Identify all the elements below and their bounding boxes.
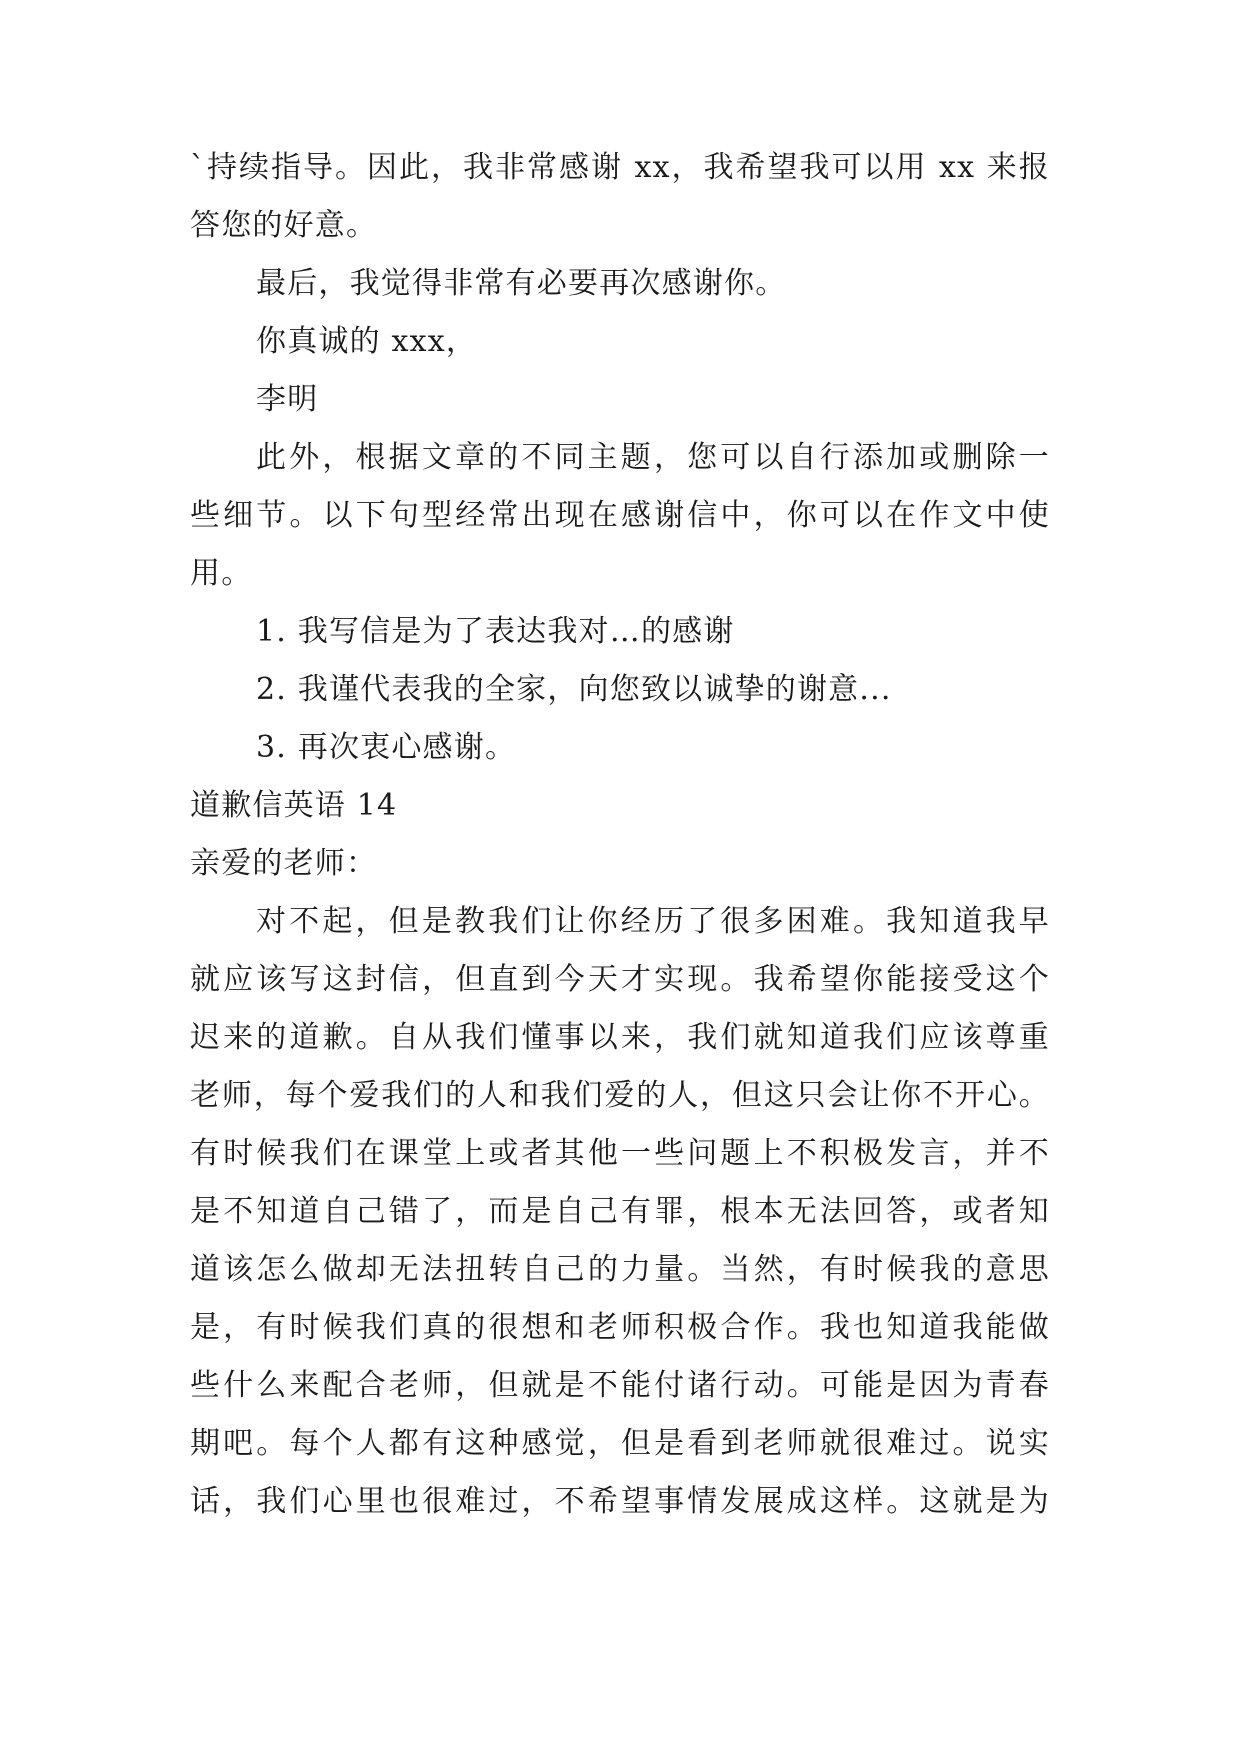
list-item: 2. 我谨代表我的全家，向您致以诚挚的谢意... [256,672,892,707]
text-line: 此外，根据文章的不同主题，您可以自行添加或删除一 [256,440,1050,475]
text-line: 有时候我们在课堂上或者其他一些问题上不积极发言，并不 [190,1136,1050,1171]
text-line: 期吧。每个人都有这种感觉，但是看到老师就很难过。说实 [190,1426,1050,1461]
section-heading: 道歉信英语 14 [190,788,398,823]
text-line: 是，有时候我们真的很想和老师积极合作。我也知道我能做 [190,1310,1050,1345]
salutation: 亲爱的老师： [190,846,378,881]
text-line: 对不起，但是教我们让你经历了很多困难。我知道我早 [256,904,1050,939]
text-line: 道该怎么做却无法扭转自己的力量。当然，有时候我的意思 [190,1252,1050,1287]
text-line: 话，我们心里也很难过，不希望事情发展成这样。这就是为 [190,1484,1050,1519]
text-line: 些什么来配合老师，但就是不能付诸行动。可能是因为青春 [190,1368,1050,1403]
text-line: 你真诚的 xxx， [256,324,478,359]
text-line: 老师，每个爱我们的人和我们爱的人，但这只会让你不开心。 [190,1078,1050,1113]
signature-name: 李明 [256,382,319,417]
text-line: 用。 [190,556,253,591]
list-item: 1. 我写信是为了表达我对…的感谢 [256,614,735,649]
text-line: 就应该写这封信，但直到今天才实现。我希望你能接受这个 [190,962,1050,997]
text-line: `持续指导。因此，我非常感谢 xx，我希望我可以用 xx 来报 [190,150,1050,185]
text-line: 最后，我觉得非常有必要再次感谢你。 [256,266,787,301]
text-line: 答您的好意。 [190,208,378,243]
list-item: 3. 再次衷心感谢。 [256,730,517,765]
text-line: 是不知道自己错了，而是自己有罪，根本无法回答，或者知 [190,1194,1050,1229]
text-line: 些细节。以下句型经常出现在感谢信中，你可以在作文中使 [190,498,1050,533]
text-line: 迟来的道歉。自从我们懂事以来，我们就知道我们应该尊重 [190,1020,1050,1055]
